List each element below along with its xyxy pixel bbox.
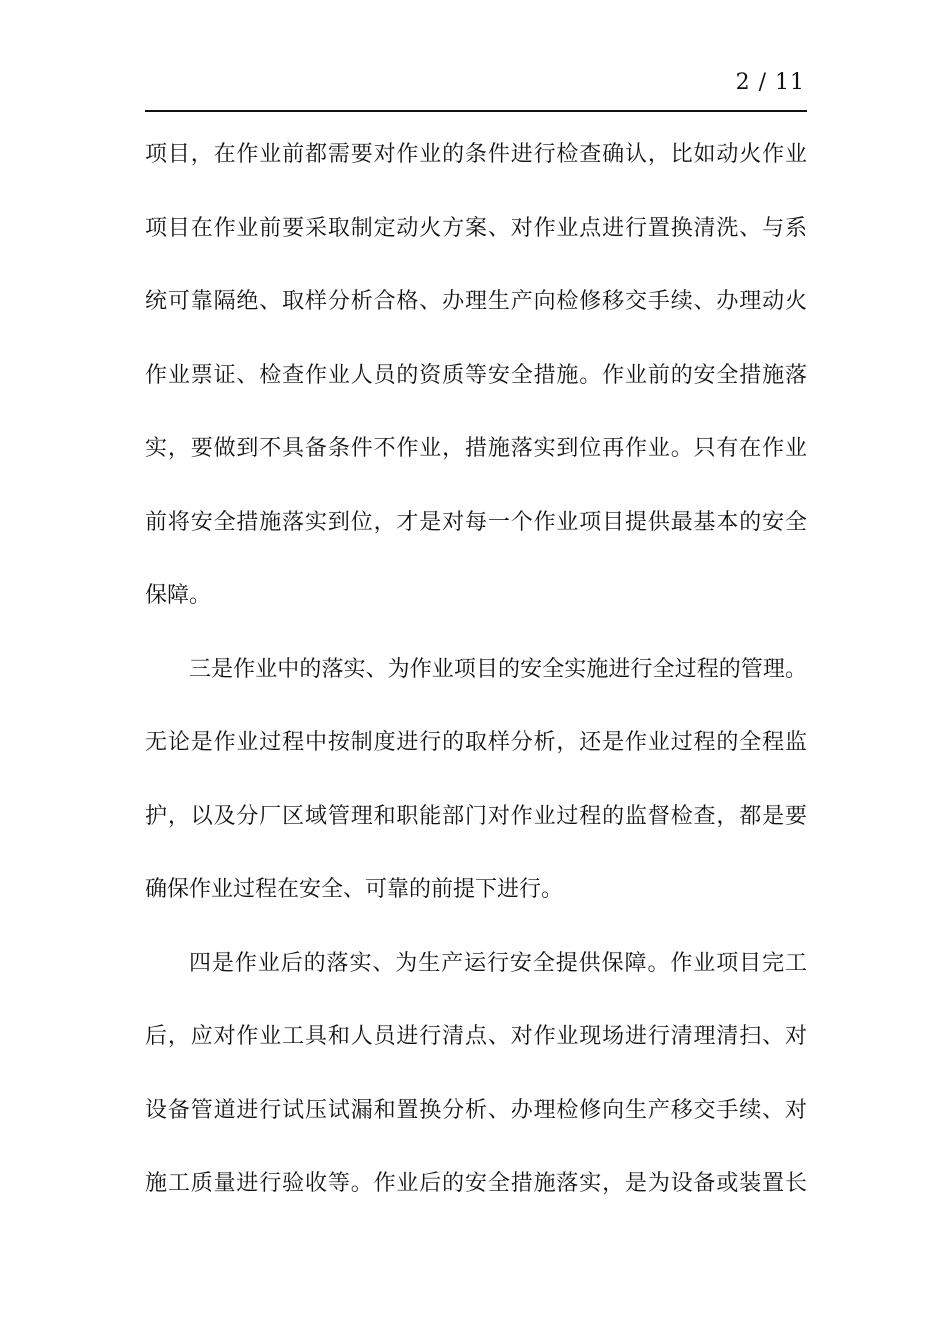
text-line: 统可靠隔绝、取样分析合格、办理生产向检修移交手续、办理动火 xyxy=(145,289,807,314)
text-line: 确保作业过程在安全、可靠的前提下进行。 xyxy=(145,877,564,902)
text-line: 项目，在作业前都需要对作业的条件进行检查确认，比如动火作业 xyxy=(145,142,807,167)
text-line: 四是作业后的落实、为生产运行安全提供保障。作业项目完工 xyxy=(189,950,807,976)
text-line: 三是作业中的落实、为作业项目的安全实施进行全过程的管理。 xyxy=(189,656,807,682)
text-line: 后，应对作业工具和人员进行清点、对作业现场进行清理清扫、对 xyxy=(145,1024,807,1049)
page-number: 2 / 11 xyxy=(735,70,805,95)
text-line: 保障。 xyxy=(145,583,212,608)
text-line: 设备管道进行试压试漏和置换分析、办理检修向生产移交手续、对 xyxy=(145,1097,807,1123)
text-line: 无论是作业过程中按制度进行的取样分析，还是作业过程的全程监 xyxy=(145,730,807,755)
text-line: 施工质量进行验收等。作业后的安全措施落实，是为设备或装置长 xyxy=(145,1171,807,1196)
text-line: 项目在作业前要采取制定动火方案、对作业点进行置换清洗、与系 xyxy=(145,215,807,241)
text-line: 前将安全措施落实到位，才是对每一个作业项目提供最基本的安全 xyxy=(145,509,807,535)
text-line: 实，要做到不具备条件不作业，措施落实到位再作业。只有在作业 xyxy=(145,436,807,461)
header-divider xyxy=(145,110,807,112)
document-body xyxy=(145,118,807,1221)
text-line: 护，以及分厂区域管理和职能部门对作业过程的监督检查，都是要 xyxy=(145,803,807,829)
text-line: 作业票证、检查作业人员的资质等安全措施。作业前的安全措施落 xyxy=(145,362,807,388)
